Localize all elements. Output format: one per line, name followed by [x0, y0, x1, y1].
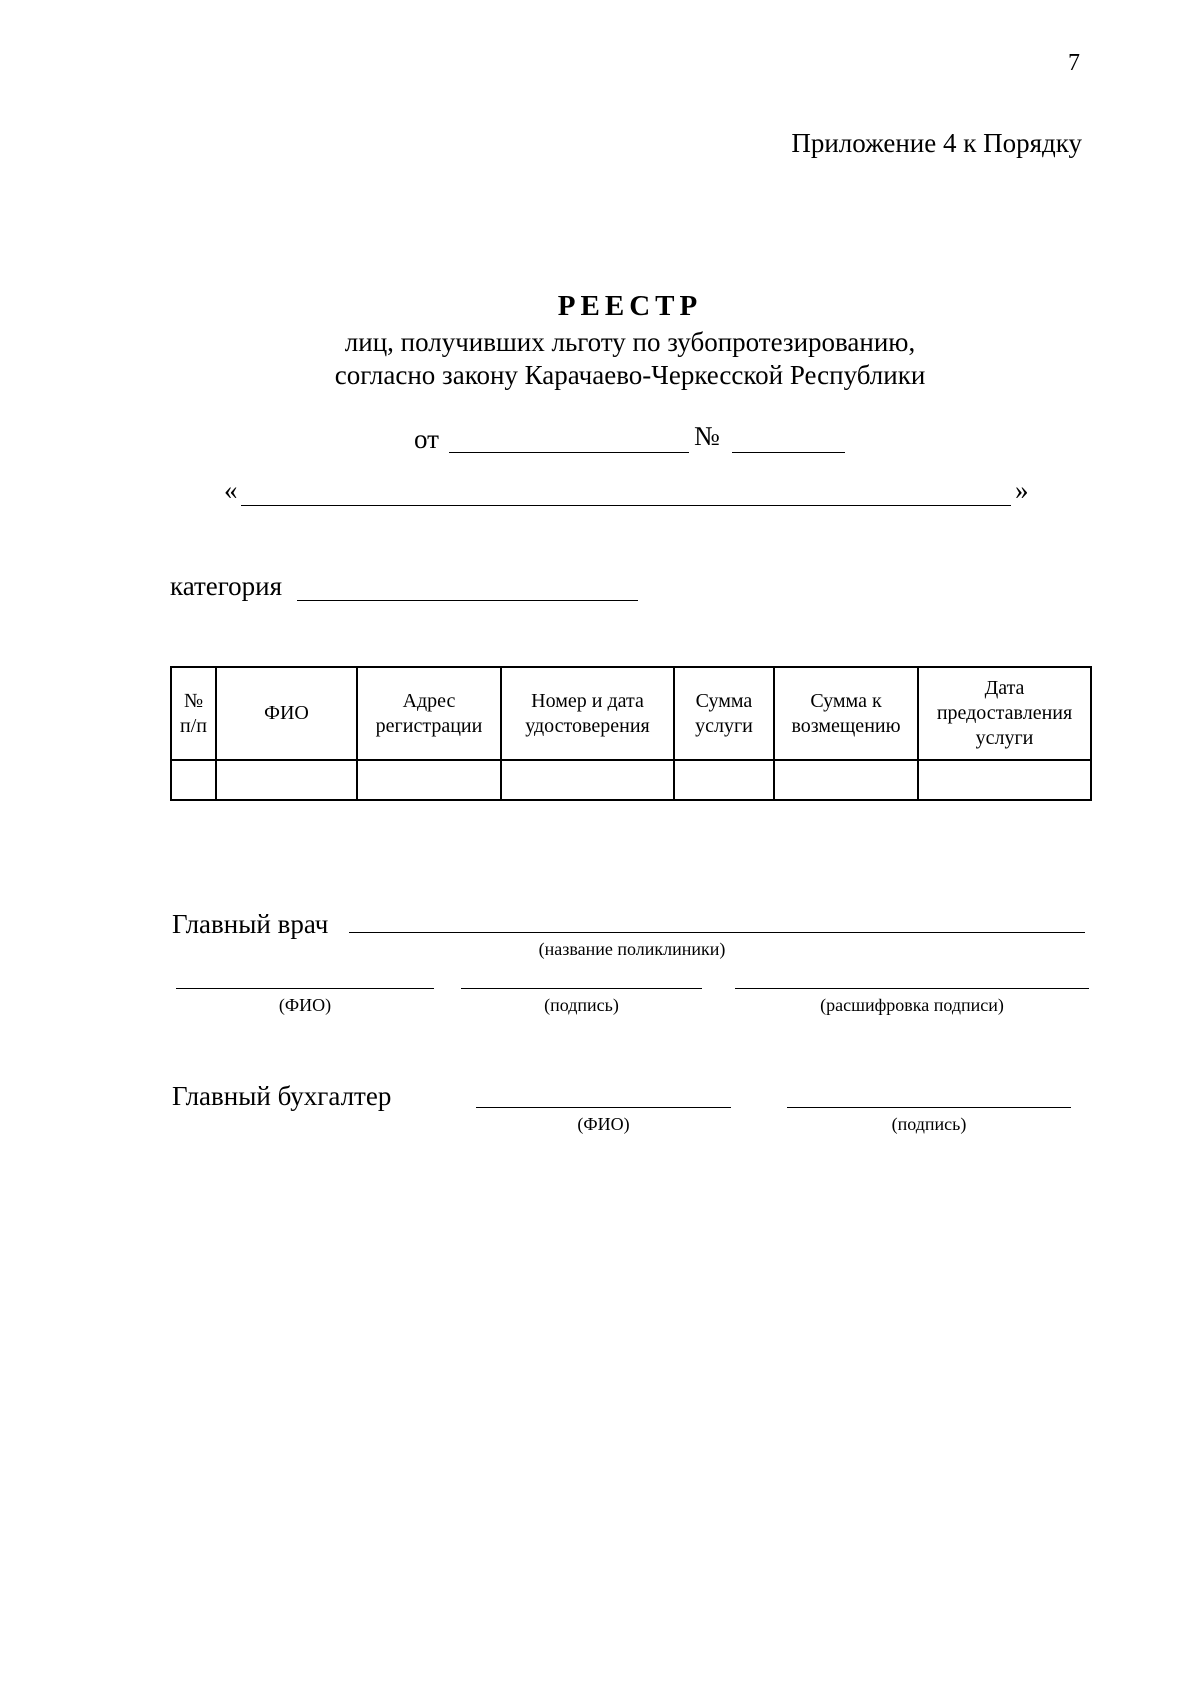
- category-label: категория: [170, 571, 283, 601]
- clinic-name-caption: (название поликлиники): [538, 939, 726, 959]
- header-service-date-line: предоставления: [936, 702, 1073, 724]
- header-service-date-line: Дата: [984, 677, 1025, 699]
- header-number-line: №: [183, 689, 204, 712]
- header-fio-line: ФИО: [264, 702, 309, 724]
- table-cell: [171, 760, 216, 800]
- accountant-fio-line: [476, 1107, 731, 1108]
- document-subtitle-line-1: лиц, получивших льготу по зубопротезированию,: [344, 327, 916, 357]
- doctor-fio-caption: (ФИО): [278, 995, 332, 1015]
- doctor-signature-line: [461, 988, 702, 989]
- header-reimbursement: [774, 667, 918, 760]
- header-address: [357, 667, 501, 760]
- header-certificate: [501, 667, 674, 760]
- appendix-reference: Приложение 4 к Порядку: [791, 128, 1082, 158]
- accountant-fio-caption: (ФИО): [577, 1114, 630, 1134]
- header-service-amount-line: Сумма: [695, 689, 753, 712]
- header-reimbursement-line: возмещению: [791, 714, 901, 737]
- header-number: [171, 667, 216, 760]
- clinic-name-line: [349, 932, 1085, 933]
- quote-open: «: [224, 475, 238, 505]
- table-cell: [216, 760, 357, 800]
- header-reimbursement-line: Сумма к: [810, 689, 882, 712]
- table-cell: [774, 760, 918, 800]
- table-cell: [357, 760, 501, 800]
- header-fio: [216, 667, 357, 760]
- number-blank-line: [732, 452, 845, 453]
- header-service-amount: [674, 667, 774, 760]
- header-number-line: п/п: [180, 714, 207, 737]
- table-header-row: [171, 667, 1091, 760]
- from-label: от: [414, 424, 439, 454]
- doctor-decoding-caption: (расшифровка подписи): [820, 995, 1004, 1015]
- table-row: [171, 760, 1091, 800]
- accountant-signature-line: [787, 1107, 1071, 1108]
- organization-blank-line: [241, 505, 1011, 506]
- header-certificate-line: удостоверения: [525, 714, 650, 737]
- document-title: РЕЕСТР: [557, 290, 703, 322]
- header-service-amount-line: услуги: [695, 714, 753, 737]
- chief-accountant-label: Главный бухгалтер: [172, 1081, 392, 1111]
- header-service-date-line: услуги: [975, 727, 1034, 749]
- document-subtitle-line-2: согласно закону Карачаево-Черкесской Республики: [334, 360, 926, 390]
- table-cell: [501, 760, 674, 800]
- doctor-fio-line: [176, 988, 434, 989]
- table-cell: [674, 760, 774, 800]
- chief-doctor-label: Главный врач: [172, 909, 329, 939]
- doctor-signature-caption: (подпись): [544, 995, 619, 1015]
- category-blank-line: [297, 600, 638, 601]
- number-label: №: [694, 421, 720, 451]
- table-cell: [918, 760, 1091, 800]
- header-service-date: [918, 667, 1091, 760]
- doctor-decoding-line: [735, 988, 1089, 989]
- date-blank-line: [449, 452, 689, 453]
- header-certificate-line: Номер и дата: [531, 689, 644, 712]
- accountant-signature-caption: (подпись): [891, 1114, 967, 1134]
- header-address-line: Адрес: [402, 689, 456, 712]
- registry-table: [170, 666, 1092, 801]
- page-number: 7: [1068, 50, 1080, 76]
- header-address-line: регистрации: [375, 714, 483, 737]
- quote-close: »: [1015, 475, 1029, 505]
